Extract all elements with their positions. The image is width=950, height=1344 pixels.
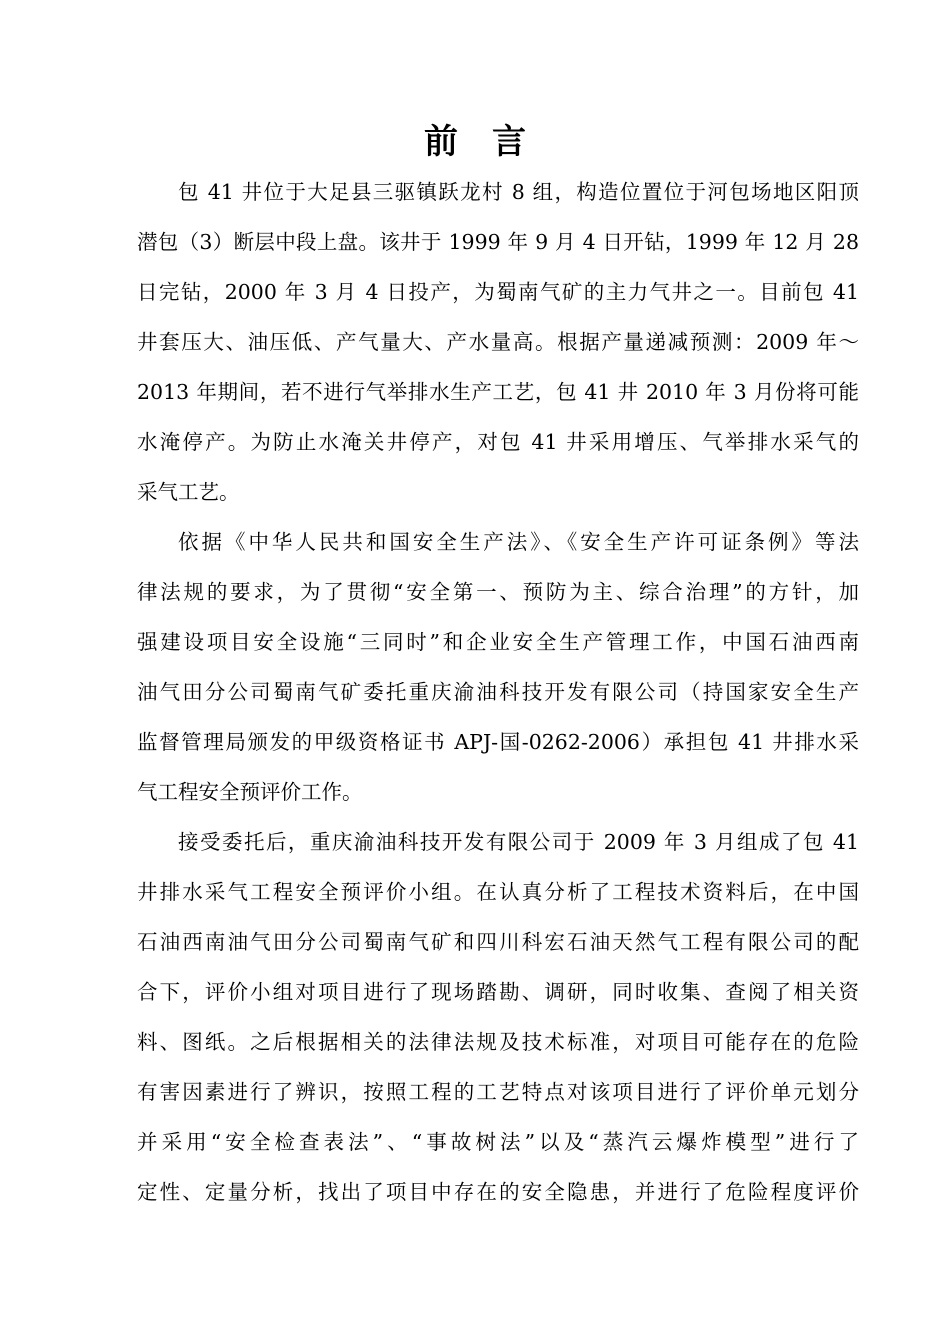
paragraph-line: 强建设项目安全设施“三同时”和企业安全生产管理工作，中国石油西南 (137, 630, 859, 654)
paragraph-line: 有害因素进行了辨识，按照工程的工艺特点对该项目进行了评价单元划分 (137, 1080, 859, 1104)
paragraph-line: 合下，评价小组对项目进行了现场踏勘、调研，同时收集、查阅了相关资 (137, 980, 859, 1004)
paragraph-line: 2013 年期间，若不进行气举排水生产工艺，包 41 井 2010 年 3 月份将可能 (137, 380, 859, 404)
paragraph-line: 定性、定量分析，找出了项目中存在的安全隐患，并进行了危险程度评价 (137, 1180, 859, 1204)
paragraph-1 (137, 167, 859, 517)
paragraph-line: 日完钻，2000 年 3 月 4 日投产，为蜀南气矿的主力气井之一。目前包 41 (137, 280, 859, 304)
paragraph-line: 采气工艺。 (137, 480, 240, 504)
paragraph-line: 气工程安全预评价工作。 (137, 780, 363, 804)
paragraph-line: 包 41 井位于大足县三驱镇跃龙村 8 组，构造位置位于河包场地区阳顶 (178, 180, 859, 204)
paragraph-3 (137, 817, 859, 1217)
paragraph-line: 律法规的要求，为了贯彻“安全第一、预防为主、综合治理”的方针，加 (137, 580, 859, 604)
paragraph-line: 井排水采气工程安全预评价小组。在认真分析了工程技术资料后，在中国 (137, 880, 859, 904)
paragraph-line: 依据《中华人民共和国安全生产法》、《安全生产许可证条例》等法 (178, 530, 859, 554)
paragraph-line: 监督管理局颁发的甲级资格证书 APJ-国-0262-2006）承担包 41 井排水采 (137, 730, 859, 754)
title-char-2: 言 (492, 122, 526, 162)
paragraph-line: 并采用“安全检查表法”、“事故树法”以及“蒸汽云爆炸模型”进行了 (137, 1130, 859, 1154)
paragraph-line: 水淹停产。为防止水淹关井停产，对包 41 井采用增压、气举排水采气的 (137, 430, 859, 454)
paragraph-line: 石油西南油气田分公司蜀南气矿和四川科宏石油天然气工程有限公司的配 (137, 930, 859, 954)
paragraph-line: 料、图纸。之后根据相关的法律法规及技术标准，对项目可能存在的危险 (137, 1030, 859, 1054)
title-char-1: 前 (424, 122, 458, 162)
page-title (0, 117, 950, 167)
paragraph-line: 潜包（3）断层中段上盘。该井于 1999 年 9 月 4 日开钻，1999 年 12 月 28 (137, 230, 859, 254)
paragraph-line: 油气田分公司蜀南气矿委托重庆渝油科技开发有限公司（持国家安全生产 (137, 680, 859, 704)
paragraph-line: 接受委托后，重庆渝油科技开发有限公司于 2009 年 3 月组成了包 41 (178, 830, 859, 854)
paragraph-2 (137, 517, 859, 817)
paragraph-line: 井套压大、油压低、产气量大、产水量高。根据产量递减预测：2009 年～ (137, 330, 859, 354)
document-body (137, 167, 859, 1217)
